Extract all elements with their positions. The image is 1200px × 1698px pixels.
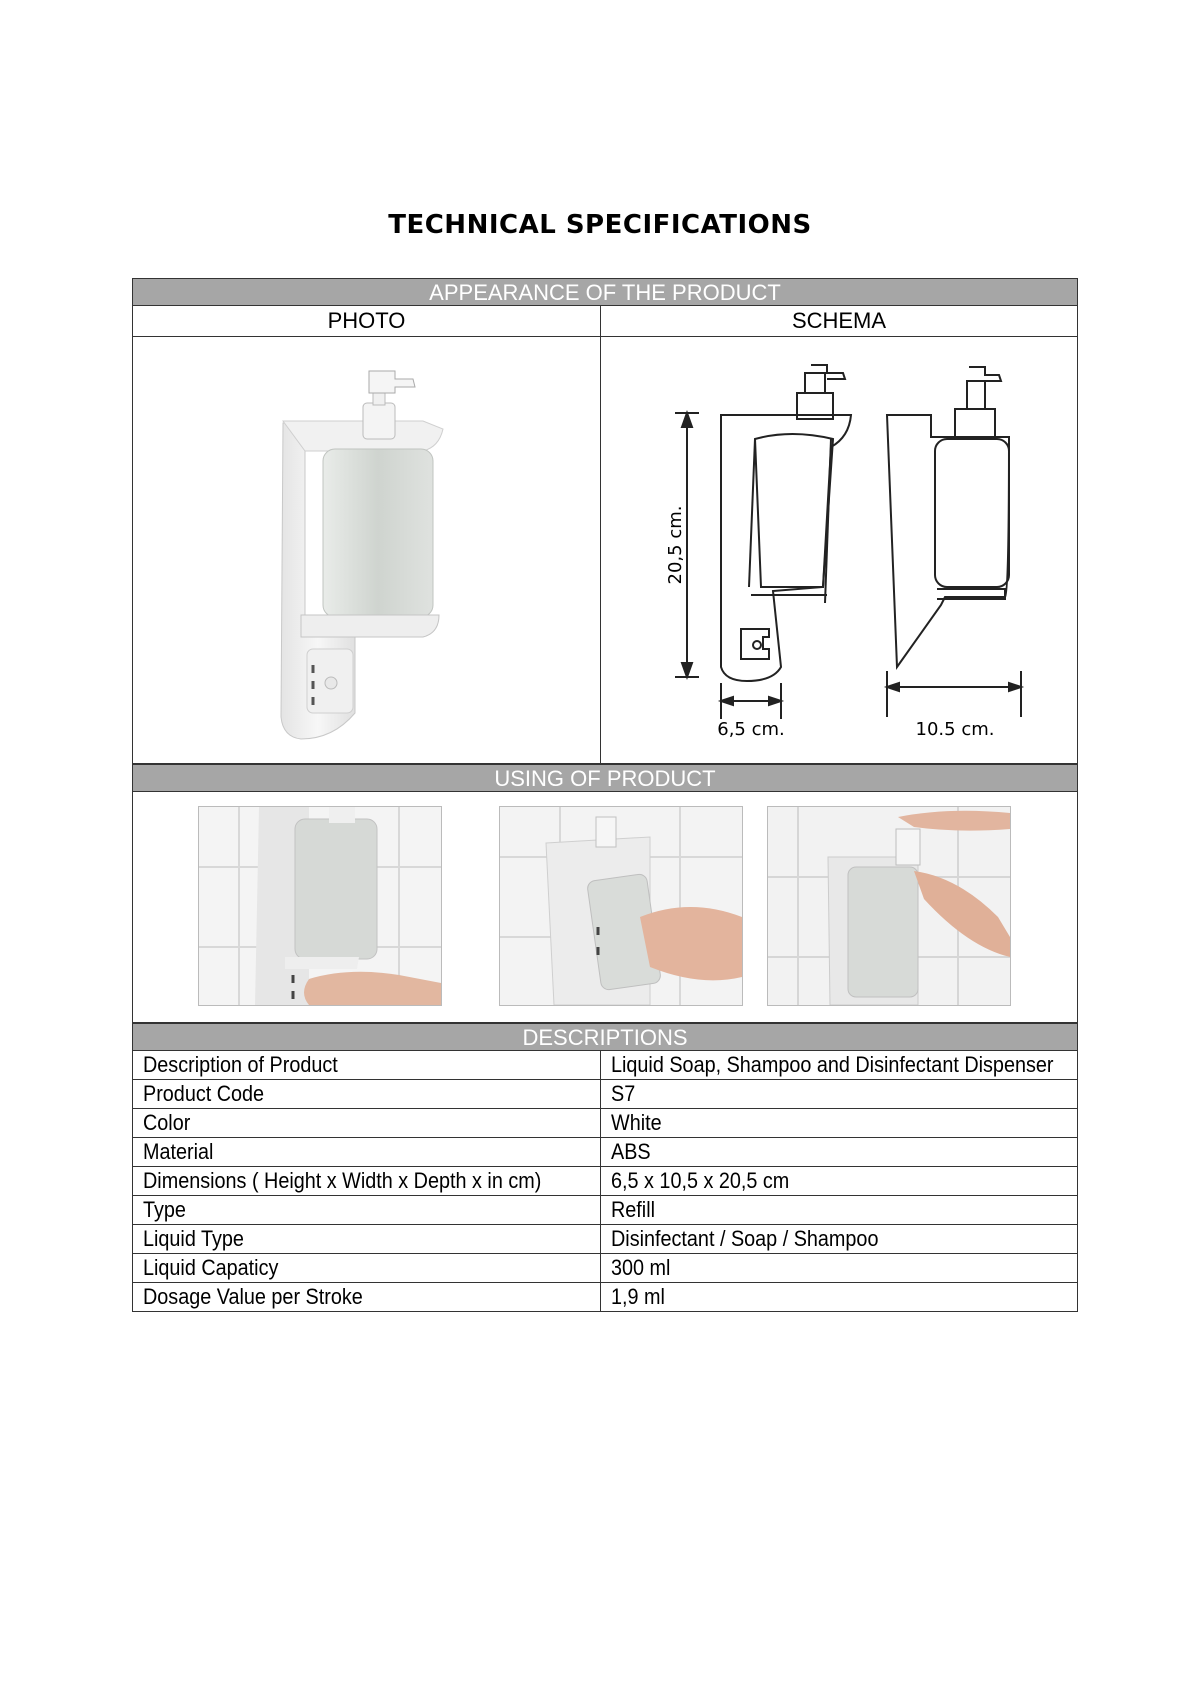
appearance-heading: APPEARANCE OF THE PRODUCT bbox=[133, 278, 1077, 306]
usage-images-row bbox=[133, 792, 1077, 1023]
table-row bbox=[133, 1167, 1077, 1196]
width-dimension-label: 6,5 cm. bbox=[717, 719, 785, 740]
row-label: Description of Product bbox=[143, 1052, 338, 1077]
table-row bbox=[133, 1109, 1077, 1138]
row-label: Liquid Type bbox=[143, 1226, 244, 1251]
product-photo bbox=[133, 337, 601, 763]
row-label: Dosage Value per Stroke bbox=[143, 1284, 363, 1309]
usage-photo-press-button bbox=[198, 806, 442, 1006]
row-label: Liquid Capaticy bbox=[143, 1255, 279, 1280]
spec-sheet bbox=[132, 278, 1078, 1312]
usage-heading: USING OF PRODUCT bbox=[133, 764, 1077, 792]
row-value: 300 ml bbox=[611, 1255, 671, 1280]
table-row bbox=[133, 1254, 1077, 1283]
row-value: Refill bbox=[611, 1197, 656, 1222]
dispenser-schema-drawing bbox=[601, 337, 1077, 763]
appearance-image-row bbox=[133, 337, 1077, 764]
product-schema bbox=[601, 337, 1077, 763]
page-title: TECHNICAL SPECIFICATIONS bbox=[388, 210, 812, 240]
table-row bbox=[133, 1196, 1077, 1225]
table-row bbox=[133, 1225, 1077, 1254]
table-row bbox=[133, 1051, 1077, 1080]
row-value: White bbox=[611, 1110, 662, 1135]
row-value: 1,9 ml bbox=[611, 1284, 665, 1309]
table-row bbox=[133, 1283, 1077, 1312]
usage-photo-dispense bbox=[767, 806, 1011, 1006]
table-row bbox=[133, 1138, 1077, 1167]
depth-dimension-label: 10.5 cm. bbox=[915, 719, 995, 740]
row-label: Type bbox=[143, 1197, 186, 1222]
row-value: Liquid Soap, Shampoo and Disinfectant Dispenser bbox=[611, 1052, 1054, 1077]
row-label: Material bbox=[143, 1139, 214, 1164]
row-label: Product Code bbox=[143, 1081, 265, 1106]
dispenser-photo-illustration bbox=[133, 337, 599, 763]
descriptions-heading: DESCRIPTIONS bbox=[133, 1023, 1077, 1051]
row-value: Disinfectant / Soap / Shampoo bbox=[611, 1226, 879, 1251]
schema-column-label: SCHEMA bbox=[791, 308, 887, 333]
row-value: S7 bbox=[611, 1081, 636, 1106]
usage-photo-insert-refill bbox=[499, 806, 743, 1006]
height-dimension-label: 20,5 cm. bbox=[665, 505, 686, 585]
row-value: 6,5 x 10,5 x 20,5 cm bbox=[611, 1168, 790, 1193]
row-value: ABS bbox=[611, 1139, 651, 1164]
row-label: Dimensions ( Height x Width x Depth x in cm) bbox=[143, 1168, 542, 1193]
row-label: Color bbox=[143, 1110, 191, 1135]
descriptions-table bbox=[133, 1051, 1077, 1312]
appearance-header-row bbox=[133, 306, 1077, 337]
table-row bbox=[133, 1080, 1077, 1109]
photo-column-label: PHOTO bbox=[133, 306, 601, 336]
